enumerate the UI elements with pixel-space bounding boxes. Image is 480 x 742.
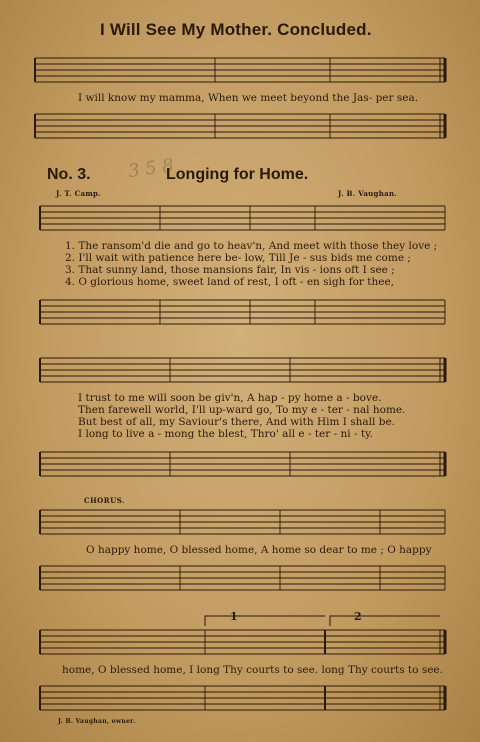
verse-line-1b: I trust to me will soon be giv'n, A hap - py home a - bove. bbox=[78, 392, 382, 404]
verse-line-4a: 4. O glorious home, sweet land of rest, I oft - en sigh for thee, bbox=[65, 276, 395, 288]
staff-system-1-treble bbox=[0, 52, 480, 92]
lyricist-credit: J. T. Camp. bbox=[56, 189, 101, 198]
staff-system-4-treble bbox=[0, 504, 480, 544]
verse-line-3b: But best of all, my Saviour's there, And with Him I shall be. bbox=[78, 416, 396, 428]
verse-line-3a: 3. That sunny land, those mansions fair, In vis - ions oft I see ; bbox=[65, 264, 395, 276]
pencil-annotation: 3 5 8 bbox=[126, 154, 176, 183]
staff-system-2-bass bbox=[0, 294, 480, 334]
staff-system-3-treble bbox=[0, 352, 480, 392]
chorus-lyric-1: O happy home, O blessed home, A home so dear to me ; O happy bbox=[86, 544, 432, 556]
staff-system-5-treble bbox=[0, 624, 480, 664]
hymn-title: Longing for Home. bbox=[166, 166, 309, 183]
concluded-lyric: I will know my mamma, When we meet beyond the Jas- per sea. bbox=[78, 92, 419, 104]
verse-line-2a: 2. I'll wait with patience here be- low, Till Je - sus bids me come ; bbox=[65, 252, 411, 264]
chorus-lyric-2: home, O blessed home, I long Thy courts to see. long Thy courts to see. bbox=[62, 664, 443, 676]
chorus-label: CHORUS. bbox=[84, 496, 125, 505]
verse-line-1a: 1. The ransom'd die and go to heav'n, And meet with those they love ; bbox=[65, 240, 438, 252]
verse-line-4b: I long to live a - mong the blest, Thro' all e - ter - ni - ty. bbox=[78, 428, 373, 440]
first-ending-label: 1 bbox=[230, 610, 238, 623]
hymn-number: No. 3. bbox=[47, 166, 91, 183]
concluded-title: I Will See My Mother. Concluded. bbox=[100, 20, 372, 39]
staff-system-2-treble bbox=[0, 200, 480, 240]
staff-system-5-bass bbox=[0, 680, 480, 720]
second-ending-label: 2 bbox=[354, 610, 362, 623]
staff-system-3-bass bbox=[0, 446, 480, 486]
verse-line-2b: Then farewell world, I'll up-ward go, To my e - ter - nal home. bbox=[78, 404, 406, 416]
composer-credit: J. B. Vaughan. bbox=[338, 189, 398, 198]
staff-system-1-bass bbox=[0, 108, 480, 148]
owner-credit: J. B. Vaughan, owner. bbox=[58, 718, 136, 725]
staff-system-4-bass bbox=[0, 560, 480, 600]
